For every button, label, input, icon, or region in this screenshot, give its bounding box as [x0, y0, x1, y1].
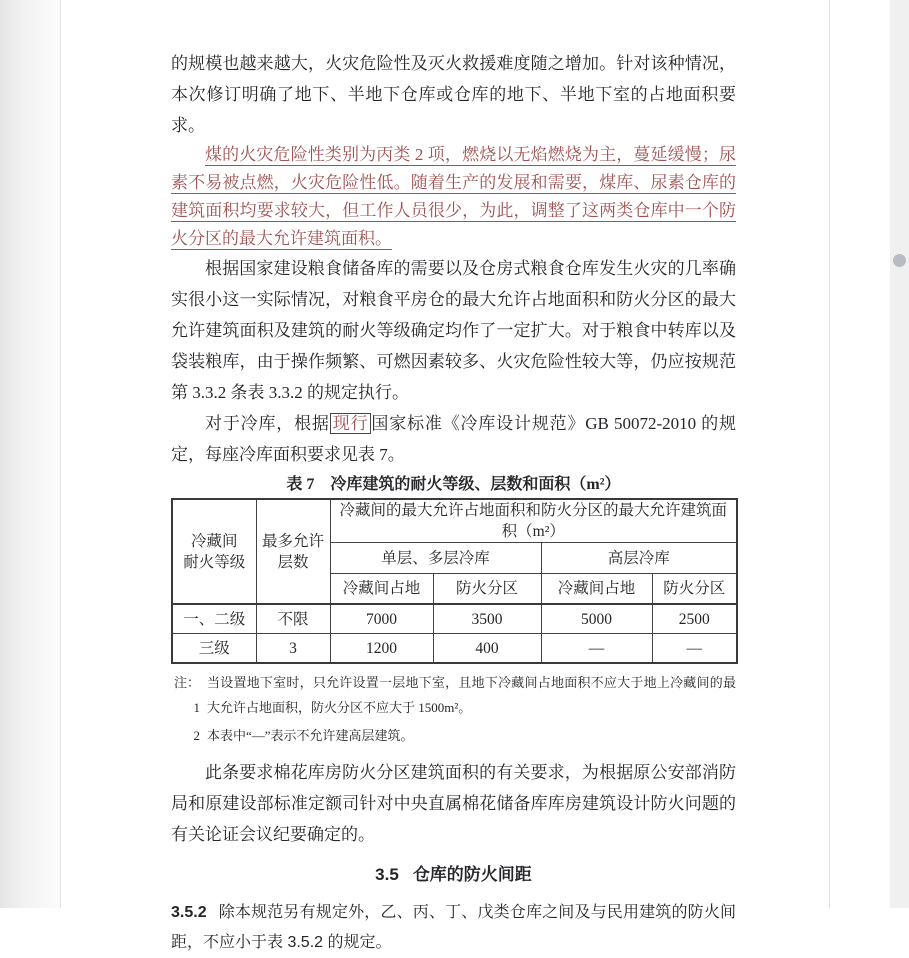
- cell-value: 5000: [541, 604, 652, 634]
- scrollbar-track[interactable]: [890, 0, 909, 908]
- cell-value: 7000: [330, 604, 433, 634]
- header-group-single-multi: 单层、多层冷库: [330, 543, 541, 574]
- note-1: [171, 670, 736, 720]
- cell-value: 400: [433, 634, 541, 664]
- cold-storage-text-prefix: 对于冷库，根据: [205, 414, 330, 433]
- document-page: [60, 0, 830, 951]
- scrollbar-thumb[interactable]: [893, 254, 906, 267]
- cold-storage-text-suffix: 国家标准《冷库设计规范》GB 50072-2010 的规定，每座冷库面积要求见表 7。: [171, 414, 737, 464]
- page-content: [61, 0, 829, 958]
- header-fire-rating-line1: 冷藏间: [190, 532, 238, 550]
- clause-3-5-2: [171, 898, 736, 958]
- table-row: [172, 604, 737, 634]
- paragraph-continuation: 的规模也越来越大，火灾危险性及灭火救援难度随之增加。针对该种情况，本次修订明确了地下、半地下仓库或仓库的地下、半地下室的占地面积要求。: [171, 54, 736, 135]
- section-number: 3.5: [375, 865, 399, 884]
- cell-value: 2500: [652, 604, 737, 634]
- cell-value: 3500: [433, 604, 541, 634]
- cell-rating-3: 三级: [172, 634, 256, 664]
- note-2-text: 本表中“—”表示不允许建高层建筑。: [207, 728, 414, 743]
- subheader-floor-area-2: 冷藏间占地: [541, 574, 652, 605]
- revision-paragraph: 煤的火灾危险性类别为丙类 2 项，燃烧以无焰燃烧为主，蔓延缓慢；尿素不易被点燃，火灾危险性低。随着生产的发展和需要，煤库、尿素仓库的建筑面积均要求较大，但工作人员很少，为此，调整了这两类仓库中一个防火分区的最大允许建筑面积。: [171, 145, 736, 248]
- header-max-floors-line1: 最多允许: [261, 532, 324, 550]
- boxed-revision-term: 现行: [330, 413, 372, 434]
- section-title: 仓库的防火间距: [412, 865, 532, 884]
- subheader-floor-area-1: 冷藏间占地: [330, 574, 433, 605]
- paragraph-grain-warehouses: 根据国家建设粮食储备库的需要以及仓房式粮食仓库发生火灾的几率确实很小这一实际情况，对粮食平房仓的最大允许占地面积和防火分区的最大允许建筑面积及建筑的耐火等级确定均作了一定扩大。对于粮食中转库以及袋装粮库，由于操作频繁、可燃因素较多、火灾危险性较大等，仍应按规范第 3.3.2 条表 3.3.2 的规定执行。: [171, 259, 736, 402]
- section-heading-3-5: [171, 863, 736, 887]
- cell-value: —: [652, 634, 737, 664]
- left-edge-shadow: [0, 0, 60, 908]
- note-1-label: 注：1: [173, 675, 200, 715]
- clause-number: 3.5.2: [171, 904, 207, 921]
- note-2-label: 2: [193, 728, 200, 743]
- paragraph-cold-storage: [171, 408, 736, 470]
- subheader-fire-compartment-1: 防火分区: [433, 574, 541, 605]
- clause-text: 除本规范另有规定外，乙、丙、丁、戊类仓库之间及与民用建筑的防火间距，不应小于表 3.5.2 的规定。: [171, 904, 736, 951]
- cell-floors-3: 3: [256, 634, 330, 664]
- cell-floors-unlimited: 不限: [256, 604, 330, 634]
- cell-rating-1-2: 一、二级: [172, 604, 256, 634]
- header-group-highrise: 高层冷库: [541, 543, 737, 574]
- table-notes: [171, 670, 736, 748]
- note-1-text: 当设置地下室时，只允许设置一层地下室，且地下冷藏间占地面积不应大于地上冷藏间的最大允许占地面积，防火分区不应大于 1500m²。: [207, 675, 736, 715]
- header-fire-rating: [172, 499, 256, 604]
- cell-value: 1200: [330, 634, 433, 664]
- header-fire-rating-line2: 耐火等级: [183, 553, 246, 571]
- header-span-title: 冷藏间的最大允许占地面积和防火分区的最大允许建筑面积（m²）: [330, 499, 737, 543]
- table-row: [172, 634, 737, 664]
- table-7-cold-storage: [171, 498, 738, 664]
- cell-value: —: [541, 634, 652, 664]
- header-max-floors-line2: 层数: [277, 553, 309, 571]
- note-2: [171, 723, 736, 748]
- paragraph-cotton-warehouses: 此条要求棉花库房防火分区建筑面积的有关要求，为根据原公安部消防局和原建设部标准定额司针对中央直属棉花储备库库房建筑设计防火问题的有关论证会议纪要确定的。: [171, 763, 736, 844]
- subheader-fire-compartment-2: 防火分区: [652, 574, 737, 605]
- table-caption: 表 7 冷库建筑的耐火等级、层数和面积（m²）: [286, 476, 621, 493]
- header-max-floors: [256, 499, 330, 604]
